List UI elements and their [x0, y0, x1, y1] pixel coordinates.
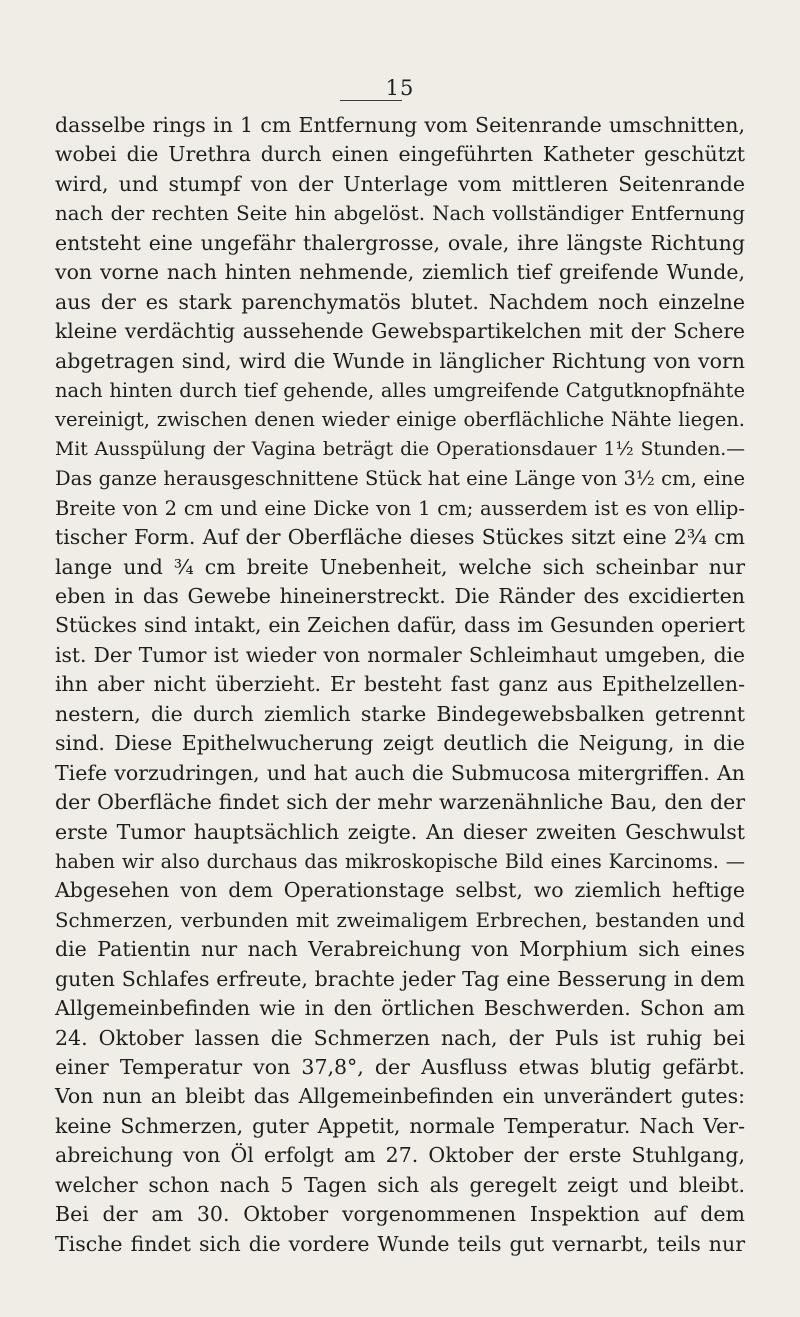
text-line: abgetragen sind, wird die Wunde in länglicher Richtung von vorn [55, 348, 745, 373]
text-line: Von nun an bleibt das Allgemeinbefinden ein unverändert gutes: [55, 1084, 745, 1109]
text-line: tischer Form. Auf der Oberfläche dieses Stückes sitzt eine 2¾ cm [55, 525, 745, 550]
text-line: welcher schon nach 5 Tagen sich als geregelt zeigt und bleibt. [55, 1172, 745, 1197]
text-line: wobei die Urethra durch einen eingeführten Katheter geschützt [55, 142, 745, 167]
text-line: Abgesehen von dem Operationstage selbst, wo ziemlich heftige [55, 878, 745, 903]
text-line: aus der es stark parenchymatös blutet. Nachdem noch einzelne [55, 289, 745, 314]
text-line: einer Temperatur von 37,8°, der Ausfluss etwas blutig gefärbt. [55, 1055, 745, 1079]
text-line: guten Schlafes erfreute, brachte jeder Tag eine Besserung in dem [55, 966, 745, 991]
text-line: wird, und stumpf von der Unterlage vom mittleren Seitenrande [55, 171, 745, 196]
text-line: Schmerzen, verbunden mit zweimaligem Erbrechen, bestanden und [55, 908, 745, 932]
text-line: Allgemeinbefinden wie in den örtlichen Beschwerden. Schon am [55, 996, 745, 1021]
text-line: entsteht eine ungefähr thalergrosse, ovale, ihre längste Richtung [55, 230, 745, 255]
text-line: Tiefe vorzudringen, und hat auch die Submucosa mitergriffen. An [55, 760, 745, 785]
text-line: der Oberfläche findet sich der mehr warzenähnliche Bau, den der [55, 790, 745, 815]
body-text [55, 111, 745, 1259]
page-number-rule [340, 100, 402, 101]
text-line: die Patientin nur nach Verabreichung von Morphium sich eines [55, 937, 745, 962]
text-line: nestern, die durch ziemlich starke Bindegewebsbalken getrennt [55, 701, 745, 726]
text-line: Bei der am 30. Oktober vorgenommenen Inspektion auf dem [55, 1202, 745, 1227]
text-line: sind. Diese Epithelwucherung zeigt deutlich die Neigung, in die [55, 731, 745, 756]
text-line: Stückes sind intakt, ein Zeichen dafür, dass im Gesunden operiert [55, 613, 745, 638]
text-line: abreichung von Öl erfolgt am 27. Oktober der erste Stuhlgang, [55, 1143, 745, 1168]
text-line: dasselbe rings in 1 cm Entfernung vom Seitenrande umschnitten, [55, 113, 745, 137]
text-line: Tische findet sich die vordere Wunde teils gut vernarbt, teils nur [55, 1231, 745, 1256]
text-line: ist. Der Tumor ist wieder von normaler Schleimhaut umgeben, die [55, 642, 745, 667]
text-line: lange und ¾ cm breite Unebenheit, welche sich scheinbar nur [55, 554, 745, 579]
text-line: 24. Oktober lassen die Schmerzen nach, der Puls ist ruhig bei [55, 1025, 745, 1050]
page-number: 15 [385, 76, 415, 100]
text-line: Das ganze herausgeschnittene Stück hat eine Länge von 3½ cm, eine [55, 467, 745, 491]
text-line: erste Tumor hauptsächlich zeigte. An dieser zweiten Geschwulst [55, 819, 745, 844]
text-line: nach der rechten Seite hin abgelöst. Nach vollständiger Entfernung [55, 202, 745, 226]
text-line: Mit Ausspülung der Vagina beträgt die Operationsdauer 1½ Stunden.— [55, 438, 745, 460]
text-line: haben wir also durchaus das mikroskopische Bild eines Karcinoms. — [55, 849, 745, 873]
text-line: von vorne nach hinten nehmende, ziemlich tief greifende Wunde, [55, 260, 745, 285]
text-line: Breite von 2 cm und eine Dicke von 1 cm; ausserdem ist es von ellip- [55, 496, 745, 520]
text-line: kleine verdächtig aussehende Gewebspartikelchen mit der Schere [55, 319, 745, 344]
text-line: eben in das Gewebe hineinerstreckt. Die Ränder des excidierten [55, 584, 745, 608]
text-line: ihn aber nicht überzieht. Er besteht fast ganz aus Epithelzellen- [55, 672, 745, 697]
text-line: vereinigt, zwischen denen wieder einige oberflächliche Nähte liegen. [55, 408, 745, 432]
text-line: keine Schmerzen, guter Appetit, normale Temperatur. Nach Ver- [55, 1113, 745, 1138]
text-line: nach hinten durch tief gehende, alles umgreifende Catgutknopfnähte [55, 378, 745, 402]
